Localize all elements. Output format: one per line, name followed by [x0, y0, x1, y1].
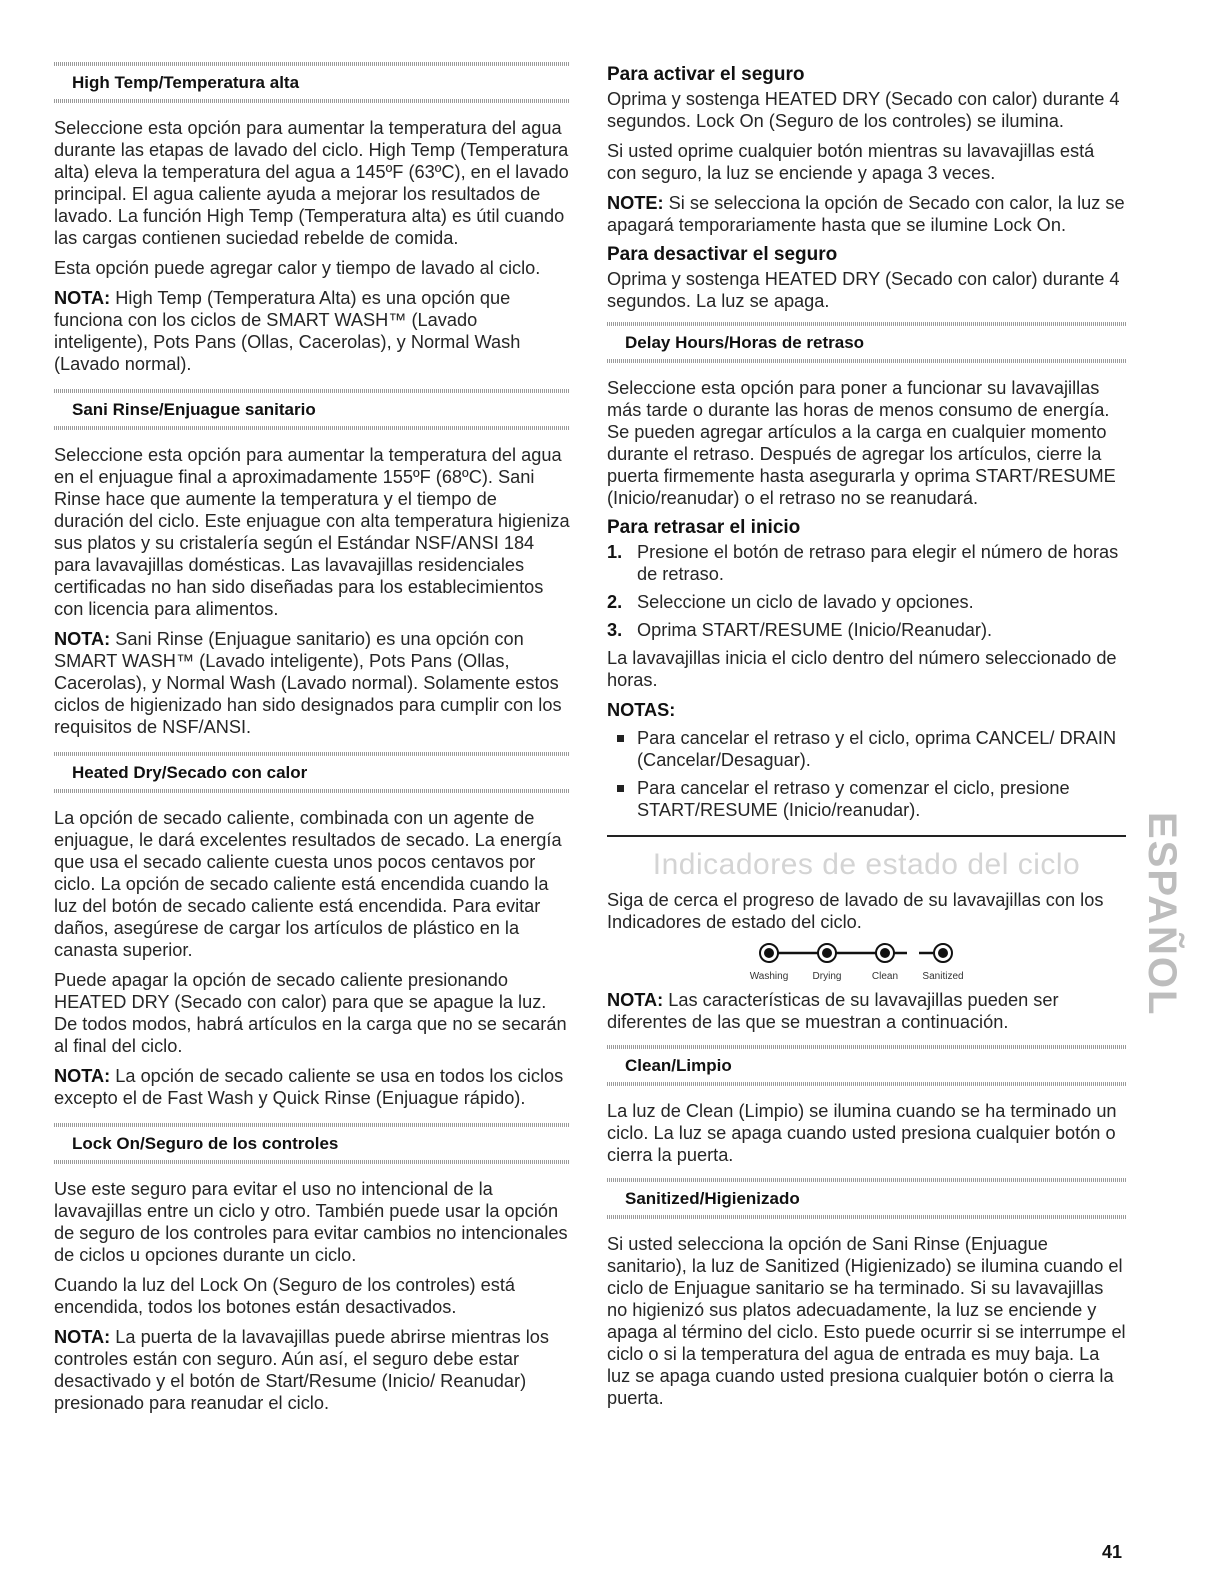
hatch-rule — [607, 1215, 1126, 1219]
note-label: NOTA: — [54, 288, 111, 308]
language-side-tab — [1140, 812, 1184, 1062]
paragraph: Esta opción puede agregar calor y tiempo de lavado al ciclo. — [54, 258, 541, 278]
notes-label: NOTAS: — [607, 700, 676, 720]
drying-indicator-icon — [818, 944, 836, 962]
paragraph: La luz de Clean (Limpio) se ilumina cuando se ha terminado un ciclo. La luz se apaga cuando usted presiona cualquier botón o cierra la puerta. — [607, 1101, 1117, 1165]
section-header-sanitized — [607, 1178, 1126, 1219]
note-text: La puerta de la lavavajillas puede abrirse mientras los controles están con seguro. Aún así, el seguro debe estar desactivado y el botón de Start/Resume (Inicio/ Reanudar) presionado para reanudar el ciclo. — [54, 1327, 549, 1413]
note-paragraph — [54, 1065, 570, 1109]
section-header-delay — [607, 322, 1126, 363]
note-label: NOTA: — [54, 1066, 111, 1086]
list-item — [607, 619, 1126, 641]
note-paragraph — [54, 287, 570, 375]
paragraph: La opción de secado caliente, combinada con un agente de enjuague, le dará excelentes resultados de secado. La energía que usa el secado caliente cuesta unos pocos centavos por ciclo. La opción de secado caliente está encendida cuando la luz del botón de secado caliente está encendida. Para evitar daños, asegúrese de cargar los artículos de plástico en la canasta superior. — [54, 808, 562, 960]
washing-indicator-icon — [760, 944, 778, 962]
section-header-lock-on — [54, 1123, 570, 1164]
list-item — [607, 591, 1126, 613]
section-title-indicators: Indicadores de estado del ciclo — [652, 848, 1081, 881]
sanitized-indicator-icon — [934, 944, 952, 962]
indicator-label-drying: Drying — [812, 971, 842, 982]
paragraph: Seleccione esta opción para poner a funcionar su lavavajillas más tarde o durante las horas de menos consumo de energía. Se pueden agregar artículos a la carga en cualquier momento durante el retraso. Después de agregar los artículos, cierre la puerta firmemente hasta asegurarla y oprima START/RESUME (Inicio/reanudar) o el retraso no se reanudará. — [607, 378, 1116, 508]
hatch-rule — [54, 789, 570, 793]
note-paragraph — [607, 989, 1126, 1033]
section-heading: Clean/Limpio — [625, 1056, 732, 1075]
hatch-rule — [54, 426, 570, 430]
list-item — [607, 541, 1126, 585]
section-heading: Delay Hours/Horas de retraso — [625, 333, 865, 352]
section-header-sani-rinse — [54, 389, 570, 430]
steps-list — [607, 541, 1126, 641]
left-column — [54, 62, 570, 1422]
paragraph: Oprima y sostenga HEATED DRY (Secado con calor) durante 4 segundos. Lock On (Seguro de los controles) se ilumina. — [607, 89, 1120, 131]
subheading: Para retrasar el inicio — [607, 517, 801, 538]
hatch-rule — [54, 99, 570, 103]
note-label: NOTE: — [607, 193, 664, 213]
paragraph: Seleccione esta opción para aumentar la temperatura del agua en el enjuague final a aproximadamente 155ºF (68ºC). Sani Rinse hace que aumente la temperatura y el tiempo de duración del ciclo. Este enjuague con alta temperatura higieniza sus platos y su cristalería según el Estándar NSF/ANSI 184 para lavavajillas domésticas. Las lavavajillas residenciales certificadas no han sido diseñadas para los establecimientos con licencia para alimentos. — [54, 445, 570, 619]
paragraph: Cuando la luz del Lock On (Seguro de los controles) está encendida, todos los botones están desactivados. — [54, 1275, 516, 1317]
bullet-square-icon — [617, 735, 624, 742]
paragraph: Si usted selecciona la opción de Sani Rinse (Enjuague sanitario), la luz de Sanitized (Higienizado) se ilumina cuando el ciclo de Enjuague sanitario se ha terminado. Si su lavavajillas no higienizó sus platos adecuadamente, la luz se enciende y apaga al término del ciclo. Esto puede ocurrir si se interrumpe el ciclo o si la temperatura del agua de entrada es muy baja. La luz se apaga cuando usted presiona cualquier botón o cierra la puerta. — [607, 1234, 1126, 1408]
note-label: NOTA: — [54, 1327, 111, 1347]
note-text: Para cancelar el retraso y el ciclo, oprima CANCEL/ DRAIN (Cancelar/Desaguar). — [637, 728, 1117, 770]
note-text: High Temp (Temperatura Alta) es una opción que funciona con los ciclos de SMART WASH™ (Lavado inteligente), Pots Pans (Ollas, Cacerolas), y Normal Wash (Lavado normal). — [54, 288, 521, 374]
section-header-heated-dry — [54, 752, 570, 793]
note-paragraph — [54, 628, 570, 738]
note-label: NOTA: — [54, 629, 111, 649]
divider — [607, 835, 1126, 837]
indicator-label-sanitized: Sanitized — [922, 971, 964, 982]
section-heading: Heated Dry/Secado con calor — [72, 763, 308, 782]
indicator-lights-graphic — [757, 941, 977, 971]
notes-list — [607, 727, 1126, 821]
paragraph: Use este seguro para evitar el uso no intencional de la lavavajillas entre un ciclo y otro. También puede usar la opción de seguro de los controles para evitar cambios no intencionales de ciclos u opciones durante un ciclo. — [54, 1179, 568, 1265]
hatch-rule — [607, 1082, 1126, 1086]
step-text: Seleccione un ciclo de lavado y opciones. — [637, 592, 974, 612]
side-tab-label: ESPAÑOL — [1140, 812, 1184, 1017]
clean-indicator-icon — [876, 944, 894, 962]
paragraph: Si usted oprime cualquier botón mientras su lavavajillas está con seguro, la luz se enciende y apaga 3 veces. — [607, 141, 1095, 183]
paragraph: Puede apagar la opción de secado caliente presionando HEATED DRY (Secado con calor) para que se apague la luz. De todos modos, habrá artículos en la carga que no se secarán al final del ciclo. — [54, 970, 567, 1056]
bullet-square-icon — [617, 785, 624, 792]
right-column — [607, 64, 1126, 1417]
step-number: 1. — [607, 542, 623, 562]
paragraph: Oprima y sostenga HEATED DRY (Secado con calor) durante 4 segundos. La luz se apaga. — [607, 269, 1120, 311]
step-number: 2. — [607, 592, 623, 612]
indicator-labels — [749, 971, 977, 985]
list-item — [607, 727, 1126, 771]
status-indicators-diagram — [607, 941, 1126, 985]
section-heading: High Temp/Temperatura alta — [72, 73, 300, 92]
list-item — [607, 777, 1126, 821]
paragraph: Siga de cerca el progreso de lavado de su lavavajillas con los Indicadores de estado del ciclo. — [607, 890, 1104, 932]
paragraph: La lavavajillas inicia el ciclo dentro del número seleccionado de horas. — [607, 648, 1117, 690]
step-text: Presione el botón de retraso para elegir el número de horas de retraso. — [637, 542, 1119, 584]
subheading: Para activar el seguro — [607, 64, 805, 85]
step-number: 3. — [607, 620, 623, 640]
subheading: Para desactivar el seguro — [607, 244, 838, 265]
indicator-label-clean: Clean — [871, 971, 899, 982]
note-paragraph — [54, 1326, 570, 1414]
hatch-rule — [54, 1160, 570, 1164]
hatch-rule — [607, 359, 1126, 363]
note-text: Si se selecciona la opción de Secado con calor, la luz se apagará temporariamente hasta que se ilumine Lock On. — [607, 193, 1125, 235]
section-heading: Sani Rinse/Enjuague sanitario — [72, 400, 316, 419]
indicator-label-washing: Washing — [749, 971, 789, 982]
note-text: La opción de secado caliente se usa en todos los ciclos excepto el de Fast Wash y Quick Rinse (Enjuague rápido). — [54, 1066, 564, 1108]
note-text: Las características de su lavavajillas pueden ser diferentes de las que se muestran a continuación. — [607, 990, 1059, 1032]
note-paragraph — [607, 192, 1126, 236]
section-header-high-temp — [54, 62, 570, 103]
section-heading: Sanitized/Higienizado — [625, 1189, 800, 1208]
step-text: Oprima START/RESUME (Inicio/Reanudar). — [637, 620, 993, 640]
section-header-clean — [607, 1045, 1126, 1086]
page-number: 41 — [1102, 1542, 1123, 1562]
note-text: Para cancelar el retraso y comenzar el ciclo, presione START/RESUME (Inicio/reanudar). — [637, 778, 1070, 820]
note-label: NOTA: — [607, 990, 664, 1010]
section-heading: Lock On/Seguro de los controles — [72, 1134, 339, 1153]
paragraph: Seleccione esta opción para aumentar la temperatura del agua durante las etapas de lavado del ciclo. High Temp (Temperatura alta) eleva la temperatura del agua a 145ºF (63ºC), en el lavado principal. El agua caliente ayuda a mejorar los resultados de lavado. La función High Temp (Temperatura alta) es útil cuando las cargas contienen suciedad rebelde de comida. — [54, 118, 569, 248]
note-text: Sani Rinse (Enjuague sanitario) es una opción con SMART WASH™ (Lavado inteligente), Pots Pans (Ollas, Cacerolas), y Normal Wash (Lavado normal). Solamente estos ciclos de higienizado han sido designados para cumplir con los requisitos de NSF/ANSI. — [54, 629, 562, 737]
